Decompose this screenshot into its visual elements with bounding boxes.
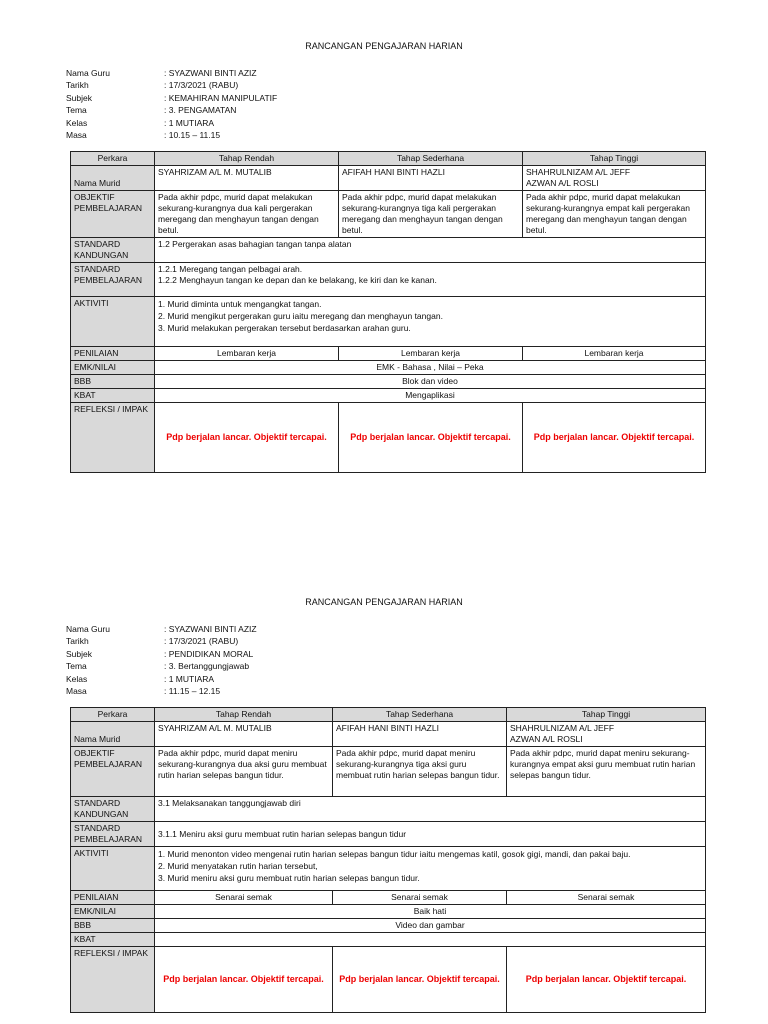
- row-label-kbat: KBAT: [71, 389, 155, 403]
- standard-kandungan: 3.1 Melaksanakan tanggungjawab diri: [155, 797, 706, 822]
- refleksi-rendah: Pdp berjalan lancar. Objektif tercapai.: [155, 403, 339, 473]
- info-value: : 1 MUTIARA: [164, 117, 215, 128]
- row-label-nama-murid: Nama Murid: [71, 722, 155, 747]
- emk-nilai: EMK - Bahasa , Nilai – Peka: [155, 361, 706, 375]
- info-row-tema: [66, 660, 257, 672]
- info-label: Subjek: [66, 648, 92, 659]
- emk-nilai: Baik hati: [155, 905, 706, 919]
- info-value: : 17/3/2021 (RABU): [164, 636, 239, 647]
- kbat: [155, 933, 706, 947]
- info-label: Tarikh: [66, 80, 89, 91]
- page-title: RANCANGAN PENGAJARAN HARIAN: [305, 41, 463, 51]
- page-title: RANCANGAN PENGAJARAN HARIAN: [305, 597, 463, 607]
- row-label-penilaian: PENILAIAN: [71, 891, 155, 905]
- objektif-tinggi: Pada akhir pdpc, murid dapat melakukan sekurang-kurangnya empat kali pergerakan meregang dan menghayun tangan dengan betul.: [523, 191, 706, 238]
- info-row-tarikh: [66, 79, 277, 91]
- info-row-subjek: [66, 648, 257, 660]
- row-label-aktiviti: AKTIVITI: [71, 297, 155, 347]
- refleksi-rendah: Pdp berjalan lancar. Objektif tercapai.: [155, 947, 333, 1013]
- info-row-nama-guru: [66, 67, 277, 79]
- row-label-refleksi: REFLEKSI / IMPAK: [71, 947, 155, 1013]
- row-label-objektif: OBJEKTIF PEMBELAJARAN: [71, 191, 155, 238]
- murid-rendah: SYAHRIZAM A/L M. MUTALIB: [155, 166, 339, 191]
- info-value: : 3. Bertanggungjawab: [164, 661, 250, 672]
- kbat: Mengaplikasi: [155, 389, 706, 403]
- row-label-bbb: BBB: [71, 375, 155, 389]
- info-value: : 11.15 – 12.15: [164, 685, 221, 696]
- murid-tinggi: SHAHRULNIZAM A/L JEFF AZWAN A/L ROSLI: [523, 166, 706, 191]
- info-label: Masa: [66, 685, 87, 696]
- info-value: : 17/3/2021 (RABU): [164, 80, 239, 91]
- murid-tinggi: SHAHRULNIZAM A/L JEFF AZWAN A/L ROSLI: [507, 722, 706, 747]
- objektif-sederhana: Pada akhir pdpc, murid dapat meniru sekurang-kurangnya tiga aksi guru membuat rutin harian selepas bangun tidur.: [333, 747, 507, 797]
- row-label-refleksi: REFLEKSI / IMPAK: [71, 403, 155, 473]
- row-label-standard-kandungan: STANDARD KANDUNGAN: [71, 238, 155, 263]
- row-label-standard-pembelajaran: STANDARD PEMBELAJARAN: [71, 263, 155, 297]
- info-value: : 1 MUTIARA: [164, 673, 215, 684]
- lesson-table: [70, 151, 706, 473]
- row-label-standard-pembelajaran: STANDARD PEMBELAJARAN: [71, 822, 155, 847]
- objektif-tinggi: Pada akhir pdpc, murid dapat meniru sekurang-kurangnya empat aksi guru membuat rutin harian selepas bangun tidur.: [507, 747, 706, 797]
- info-row-masa: [66, 685, 257, 697]
- info-label: Nama Guru: [66, 68, 110, 78]
- info-row-subjek: [66, 92, 277, 104]
- row-label-penilaian: PENILAIAN: [71, 347, 155, 361]
- row-label-kbat: KBAT: [71, 933, 155, 947]
- refleksi-tinggi: Pdp berjalan lancar. Objektif tercapai.: [507, 947, 706, 1013]
- objektif-rendah: Pada akhir pdpc, murid dapat melakukan sekurang-kurangnya dua kali pergerakan meregang dan menghayun tangan dengan betul.: [155, 191, 339, 238]
- penilaian-sederhana: Lembaran kerja: [339, 347, 523, 361]
- row-label-standard-kandungan: STANDARD KANDUNGAN: [71, 797, 155, 822]
- row-label-nama-murid: Nama Murid: [71, 166, 155, 191]
- info-row-nama-guru: [66, 623, 257, 635]
- objektif-rendah: Pada akhir pdpc, murid dapat meniru sekurang-kurangnya dua aksi guru membuat rutin harian selepas bangun tidur.: [155, 747, 333, 797]
- refleksi-sederhana: Pdp berjalan lancar. Objektif tercapai.: [333, 947, 507, 1013]
- standard-pembelajaran: 3.1.1 Meniru aksi guru membuat rutin harian selepas bangun tidur: [155, 822, 706, 847]
- info-value: : PENDIDIKAN MORAL: [164, 648, 254, 659]
- penilaian-rendah: Lembaran kerja: [155, 347, 339, 361]
- penilaian-sederhana: Senarai semak: [333, 891, 507, 905]
- aktiviti: 1. Murid diminta untuk mengangkat tangan. 2. Murid mengikut pergerakan guru iaitu meregang dan menghayun tangan. 3. Murid melakukan pergerakan tersebut berdasarkan arahan guru.: [155, 297, 706, 347]
- info-row-kelas: [66, 117, 277, 129]
- info-label: Kelas: [66, 673, 88, 684]
- murid-sederhana: AFIFAH HANI BINTI HAZLI: [333, 722, 507, 747]
- row-label-aktiviti: AKTIVITI: [71, 847, 155, 891]
- objektif-sederhana: Pada akhir pdpc, murid dapat melakukan sekurang-kurangnya tiga kali pergerakan meregang dan menghayun tangan dengan betul.: [339, 191, 523, 238]
- info-value: : SYAZWANI BINTI AZIZ: [164, 68, 257, 78]
- info-value: : 3. PENGAMATAN: [164, 105, 237, 116]
- info-row-kelas: [66, 673, 257, 685]
- header-tahap-rendah: Tahap Rendah: [155, 152, 339, 166]
- info-row-masa: [66, 129, 277, 141]
- info-label: Tarikh: [66, 636, 89, 647]
- info-row-tarikh: [66, 635, 257, 647]
- penilaian-tinggi: Lembaran kerja: [523, 347, 706, 361]
- murid-sederhana: AFIFAH HANI BINTI HAZLI: [339, 166, 523, 191]
- header-tahap-rendah: Tahap Rendah: [155, 708, 333, 722]
- row-label-bbb: BBB: [71, 919, 155, 933]
- bbb: Video dan gambar: [155, 919, 706, 933]
- aktiviti: 1. Murid menonton video mengenai rutin harian selepas bangun tidur iaitu mengemas katil, gosok gigi, mandi, dan pakai baju. 2. Murid menyatakan rutin harian tersebut, 3. Murid meniru aksi guru membuat rutin harian selepas bangun tidur.: [155, 847, 706, 891]
- row-label-emk: EMK/NILAI: [71, 361, 155, 375]
- refleksi-tinggi: Pdp berjalan lancar. Objektif tercapai.: [523, 403, 706, 473]
- header-tahap-tinggi: Tahap Tinggi: [523, 152, 706, 166]
- header-tahap-sederhana: Tahap Sederhana: [333, 708, 507, 722]
- row-label-objektif: OBJEKTIF PEMBELAJARAN: [71, 747, 155, 797]
- penilaian-tinggi: Senarai semak: [507, 891, 706, 905]
- standard-kandungan: 1.2 Pergerakan asas bahagian tangan tanpa alatan: [155, 238, 706, 263]
- info-value: : 10.15 – 11.15: [164, 129, 221, 140]
- info-label: Subjek: [66, 92, 92, 103]
- header-perkara: Perkara: [71, 708, 155, 722]
- penilaian-rendah: Senarai semak: [155, 891, 333, 905]
- info-label: Masa: [66, 129, 87, 140]
- refleksi-sederhana: Pdp berjalan lancar. Objektif tercapai.: [339, 403, 523, 473]
- info-label: Nama Guru: [66, 624, 110, 634]
- info-row-tema: [66, 104, 277, 116]
- murid-rendah: SYAHRIZAM A/L M. MUTALIB: [155, 722, 333, 747]
- header-perkara: Perkara: [71, 152, 155, 166]
- row-label-emk: EMK/NILAI: [71, 905, 155, 919]
- bbb: Blok dan video: [155, 375, 706, 389]
- info-value: : SYAZWANI BINTI AZIZ: [164, 624, 257, 634]
- info-block: [66, 623, 257, 697]
- info-label: Tema: [66, 105, 87, 116]
- info-label: Kelas: [66, 117, 88, 128]
- header-tahap-sederhana: Tahap Sederhana: [339, 152, 523, 166]
- info-block: [66, 67, 277, 141]
- header-tahap-tinggi: Tahap Tinggi: [507, 708, 706, 722]
- lesson-table: [70, 707, 706, 1013]
- info-label: Tema: [66, 661, 87, 672]
- info-value: : KEMAHIRAN MANIPULATIF: [164, 92, 278, 103]
- standard-pembelajaran: 1.2.1 Meregang tangan pelbagai arah. 1.2.2 Menghayun tangan ke depan dan ke belakang, ke kiri dan ke kanan.: [155, 263, 706, 297]
